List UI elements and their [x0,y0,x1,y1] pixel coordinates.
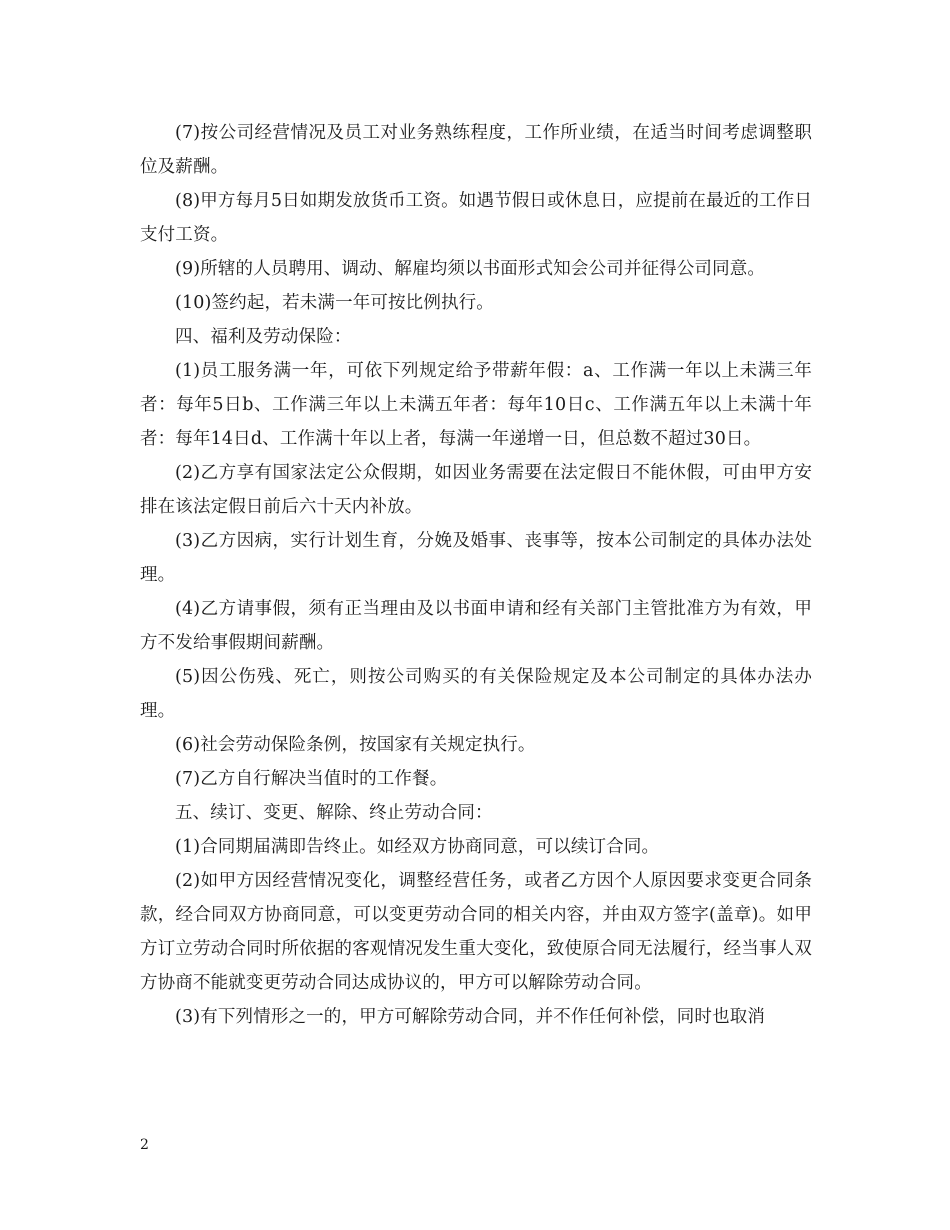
paragraph-work-meals: (7)乙方自行解决当值时的工作餐。 [175,769,448,789]
paragraph-social-insurance: (6)社会劳动保险条例，按国家有关规定执行。 [175,735,536,755]
paragraph-pay-date: (8)甲方每月5日如期发放货币工资。如遇节假日或休息日，应提前在最近的工作日支付工资。 [140,191,812,245]
paragraph-contract-termination: (3)有下列情形之一的，甲方可解除劳动合同，并不作任何补偿，同时也取消 [175,1007,766,1027]
paragraph-staff-hiring: (9)所辖的人员聘用、调动、解雇均须以书面形式知会公司并征得公司同意。 [175,259,766,279]
paragraph-salary-adjustment: (7)按公司经营情况及员工对业务熟练程度，工作所业绩，在适当时间考虑调整职位及薪酬。 [140,123,812,177]
section-heading-benefits: 四、福利及劳动保险： [175,327,352,347]
page-number: 2 [140,1137,149,1153]
paragraph-contract-expiry: (1)合同期届满即告终止。如经双方协商同意，可以续订合同。 [175,837,660,857]
paragraph-sick-leave: (3)乙方因病，实行计划生育，分娩及婚事、丧事等，按本公司制定的具体办法处理。 [140,531,812,585]
paragraph-annual-leave: (1)员工服务满一年，可依下列规定给予带薪年假：a、工作满一年以上未满三年者：每年5日b、工作满三年以上未满五年者：每年10日c、工作满五年以上未满十年者：每年14日d、工作满十年以上者，每满一年递增一日，但总数不超过30日。 [140,361,812,449]
paragraph-pro-rata: (10)签约起，若未满一年可按比例执行。 [175,293,494,313]
paragraph-contract-modification: (2)如甲方因经营情况变化，调整经营任务，或者乙方因个人原因要求变更合同条款，经合同双方协商同意，可以变更劳动合同的相关内容，并由双方签字(盖章)。如甲方订立劳动合同时所依据的客观情况发生重大变化，致使原合同无法履行，经当事人双方协商不能就变更劳动合同达成协议的，甲方可以解除劳动合同。 [140,871,812,993]
paragraph-work-injury: (5)因公伤残、死亡，则按公司购买的有关保险规定及本公司制定的具体办法办理。 [140,667,812,721]
paragraph-public-holidays: (2)乙方享有国家法定公众假期，如因业务需要在法定假日不能休假，可由甲方安排在该法定假日前后六十天内补放。 [140,463,812,517]
document-body [140,116,812,1034]
section-heading-contract-changes: 五、续订、变更、解除、终止劳动合同： [175,803,493,823]
paragraph-personal-leave: (4)乙方请事假，须有正当理由及以书面申请和经有关部门主管批准方为有效，甲方不发给事假期间薪酬。 [140,599,812,653]
